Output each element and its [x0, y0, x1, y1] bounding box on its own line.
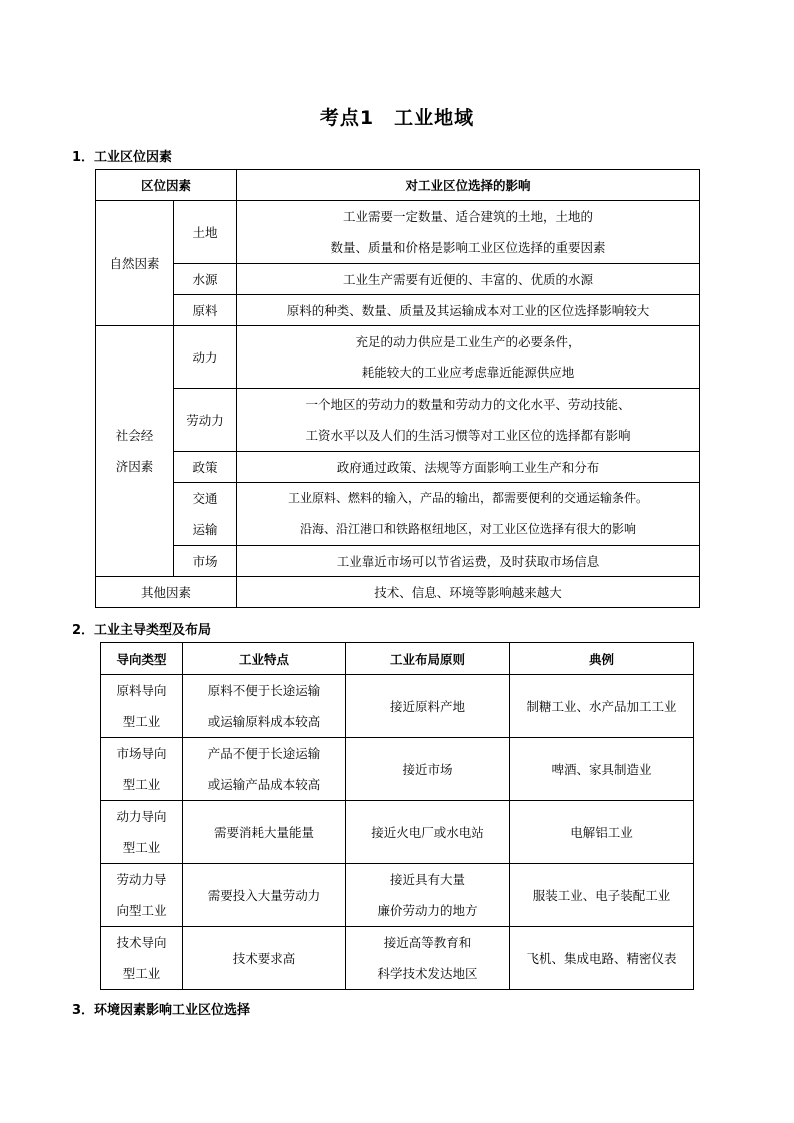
table-row — [96, 264, 700, 295]
factor-cell: 水源 — [174, 264, 237, 295]
table-row — [101, 864, 694, 927]
principle-cell: 接近火电厂或水电站 — [346, 801, 510, 864]
effect-cell: 政府通过政策、法规等方面影响工业生产和分布 — [237, 452, 700, 483]
type-cell: 动力导向 型工业 — [101, 801, 183, 864]
table-row — [96, 201, 700, 264]
effect-cell: 工业需要一定数量、适合建筑的土地，土地的 数量、质量和价格是影响工业区位选择的重要因素 — [237, 201, 700, 264]
table-header: 对工业区位选择的影响 — [237, 170, 700, 201]
table-header: 工业特点 — [183, 643, 346, 675]
feature-cell: 需要消耗大量能量 — [183, 801, 346, 864]
table-row — [101, 675, 694, 738]
effect-cell: 充足的动力供应是工业生产的必要条件， 耗能较大的工业应考虑靠近能源供应地 — [237, 326, 700, 389]
table-header: 典例 — [510, 643, 694, 675]
example-cell: 电解铝工业 — [510, 801, 694, 864]
table-row — [96, 577, 700, 608]
table-row — [96, 452, 700, 483]
principle-cell: 接近具有大量 廉价劳动力的地方 — [346, 864, 510, 927]
table-row — [96, 483, 700, 546]
industry-types-table — [100, 642, 694, 990]
factor-cell: 劳动力 — [174, 389, 237, 452]
factor-cell: 土地 — [174, 201, 237, 264]
principle-cell: 接近市场 — [346, 738, 510, 801]
type-cell: 技术导向 型工业 — [101, 927, 183, 990]
table-row — [101, 738, 694, 801]
factor-cell: 政策 — [174, 452, 237, 483]
location-factors-table — [95, 169, 700, 608]
feature-cell: 产品不便于长途运输 或运输产品成本较高 — [183, 738, 346, 801]
group-cell: 自然因素 — [96, 201, 174, 326]
principle-cell: 接近高等教育和 科学技术发达地区 — [346, 927, 510, 990]
type-cell: 市场导向 型工业 — [101, 738, 183, 801]
effect-cell: 工业生产需要有近便的、丰富的、优质的水源 — [237, 264, 700, 295]
table-row — [96, 295, 700, 326]
effect-cell: 一个地区的劳动力的数量和劳动力的文化水平、劳动技能、 工资水平以及人们的生活习惯等对工业区位的选择都有影响 — [237, 389, 700, 452]
group-cell: 社会经 济因素 — [96, 326, 174, 577]
type-cell: 原料导向 型工业 — [101, 675, 183, 738]
group-cell: 其他因素 — [96, 577, 237, 608]
feature-cell: 原料不便于长途运输 或运输原料成本较高 — [183, 675, 346, 738]
feature-cell: 技术要求高 — [183, 927, 346, 990]
table-header: 工业布局原则 — [346, 643, 510, 675]
table-header: 区位因素 — [96, 170, 237, 201]
table-row — [96, 389, 700, 452]
feature-cell: 需要投入大量劳动力 — [183, 864, 346, 927]
factor-cell: 交通 运输 — [174, 483, 237, 546]
page-title: 考点1 工业地域 — [319, 107, 475, 129]
factor-cell: 动力 — [174, 326, 237, 389]
effect-cell: 工业靠近市场可以节省运费，及时获取市场信息 — [237, 546, 700, 577]
table-row — [96, 326, 700, 389]
example-cell: 飞机、集成电路、精密仪表 — [510, 927, 694, 990]
table-row — [96, 546, 700, 577]
table-header: 导向类型 — [101, 643, 183, 675]
example-cell: 服装工业、电子装配工业 — [510, 864, 694, 927]
effect-cell: 原料的种类、数量、质量及其运输成本对工业的区位选择影响较大 — [237, 295, 700, 326]
principle-cell: 接近原料产地 — [346, 675, 510, 738]
effect-cell: 工业原料、燃料的输入，产品的输出，都需要便利的交通运输条件。 沿海、沿江港口和铁路枢纽地区，对工业区位选择有很大的影响 — [237, 483, 700, 546]
table-row — [101, 927, 694, 990]
factor-cell: 原料 — [174, 295, 237, 326]
factor-cell: 市场 — [174, 546, 237, 577]
example-cell: 制糖工业、水产品加工工业 — [510, 675, 694, 738]
table-row — [101, 801, 694, 864]
example-cell: 啤酒、家具制造业 — [510, 738, 694, 801]
section-heading-industry-types: 2．工业主导类型及布局 — [72, 623, 212, 638]
section-heading-location-factors: 1．工业区位因素 — [72, 150, 173, 165]
type-cell: 劳动力导 向型工业 — [101, 864, 183, 927]
section-heading-environment: 3．环境因素影响工业区位选择 — [72, 1003, 251, 1018]
effect-cell: 技术、信息、环境等影响越来越大 — [237, 577, 700, 608]
